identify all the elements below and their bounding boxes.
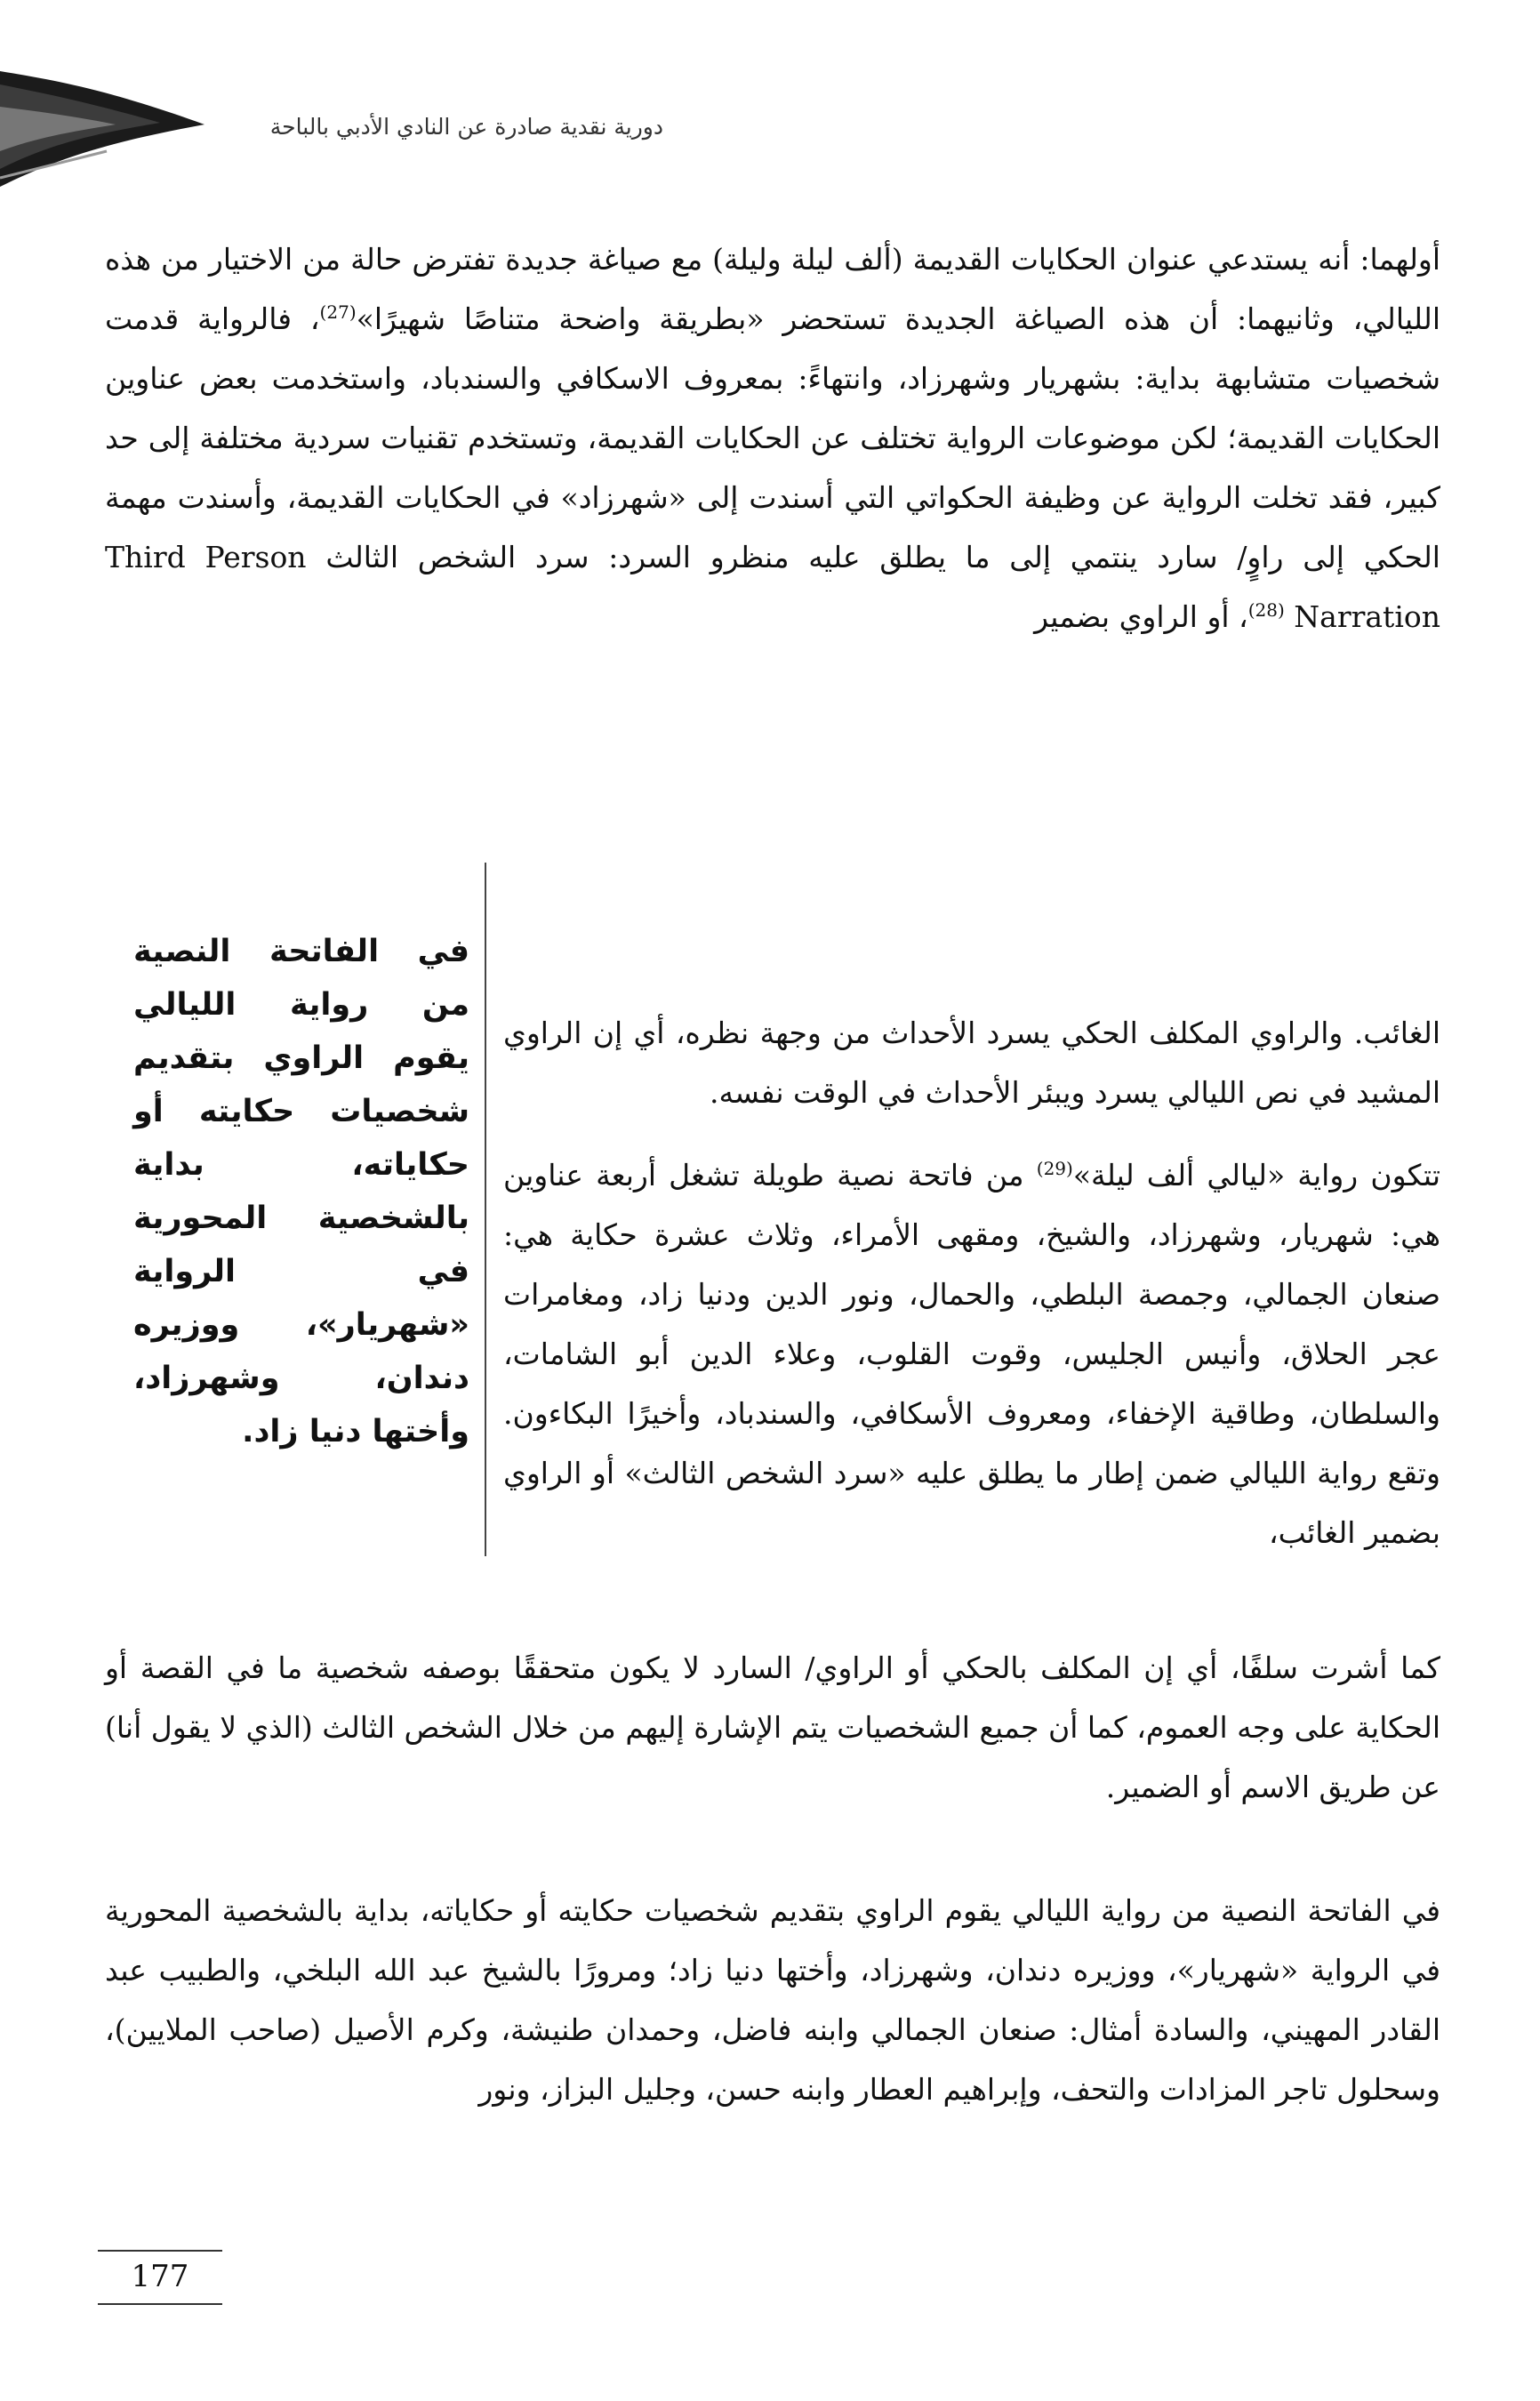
body-paragraph-top: [105, 229, 1440, 646]
page-number-rule: [98, 2250, 222, 2252]
page-number: 177: [131, 2259, 189, 2294]
running-header: دورية نقدية صادرة عن النادي الأدبي بالباحة: [269, 114, 663, 140]
footnote-ref: (28): [1247, 599, 1285, 621]
pull-quote: في الفاتحة النصية من رواية الليالي يقوم الراوي بتقديم شخصيات حكايته أو حكاياته، بداية بالشخصية المحورية في الرواية «شهريار»، ووزيره دندان، وشهرزاد، وأختها دنيا زاد.: [133, 934, 469, 1449]
page-number-rule: [98, 2303, 222, 2305]
body-text: ، أو الراوي بضمير: [1034, 599, 1248, 634]
body-column-right: [503, 1003, 1440, 1562]
body-paragraph: [503, 1145, 1440, 1562]
footnote-ref: (27): [319, 301, 357, 323]
footnote-ref: (29): [1036, 1158, 1073, 1179]
header-decoration-icon: [0, 53, 213, 196]
body-paragraph: الغائب. والراوي المكلف الحكي يسرد الأحداث من وجهة نظره، أي إن الراوي المشيد في نص الليالي يسرد ويبئر الأحداث في الوقت نفسه.: [503, 1016, 1440, 1110]
body-text: ، فالرواية قدمت شخصيات متشابهة بداية: بشهريار وشهرزاد، وانتهاءً: بمعروف الاسكافي والسندباد، واستخدمت بعض عناوين الحكايات القديمة؛ لكن موضوعات الرواية تختلف عن الحكايات القديمة، وتستخدم تقنيات سردية مختلفة إلى حد كبير، فقد تخلت الرواية عن وظيفة الحكواتي التي أسندت إلى «شهرزاد» في الحكايات القديمة، وأسندت مهمة الحكي إلى راوٍ/ سارد ينتمي إلى ما يطلق عليه منظرو السرد: سرد الشخص الثالث: [105, 301, 1440, 574]
body-text: من فاتحة نصية طويلة تشغل أربعة عناوين هي: شهريار، وشهرزاد، والشيخ، ومقهى الأمراء، وثلاث عشرة حكاية هي: صنعان الجمالي، وجمصة البلطي، والحمال، ونور الدين ودنيا زاد، ومغامرات عجر الحلاق، وأنيس الجليس، وقوت القلوب، وعلاء الدين أبو الشامات، والسلطان، وطاقية الإخفاء، ومعروف الأسكافي، والسندباد، وأخيرًا البكاءون. وتقع رواية الليالي ضمن إطار ما يطلق عليه «سرد الشخص الثالث» أو الراوي بضمير الغائب،: [503, 1158, 1440, 1550]
column-separator: [485, 863, 486, 1556]
body-text: تتكون رواية «ليالي ألف ليلة»: [1072, 1158, 1441, 1192]
body-paragraph-bottom: كما أشرت سلفًا، أي إن المكلف بالحكي أو الراوي/ السارد لا يكون متحققًا بوصفه شخصية ما في القصة أو الحكاية على وجه العموم، كما أن جميع الشخصيات يتم الإشارة إليهم من خلال الشخص الثالث (الذي لا يقول أنا) عن طريق الاسم أو الضمير.: [105, 1650, 1440, 1804]
body-text: أولهما: أنه يستدعي عنوان الحكايات القديمة (ألف ليلة وليلة) مع صياغة جديدة تفترض حالة من الاختيار من هذه الليالي، وثانيهما: أن هذه الصياغة الجديدة تستحضر «بطريقة واضحة متناصًا شهيرًا»: [105, 242, 1440, 336]
body-paragraph-final: في الفاتحة النصية من رواية الليالي يقوم الراوي بتقديم شخصيات حكايته أو حكاياته، بداية بالشخصية المحورية في الرواية «شهريار»، ووزيره دندان، وشهرزاد، وأختها دنيا زاد؛ ومرورًا بالشيخ عبد الله البلخي، والطبيب عبد القادر المهيني، والسادة أمثال: صنعان الجمالي وابنه فاضل، وحمدان طنيشة، وكرم الأصيل (صاحب الملايين)، وسحلول تاجر المزادات والتحف، وإبراهيم العطار وابنه حسن، وجليل البزاز، ونور: [105, 1893, 1440, 2107]
english-term: Third Person Narration: [105, 540, 1440, 634]
